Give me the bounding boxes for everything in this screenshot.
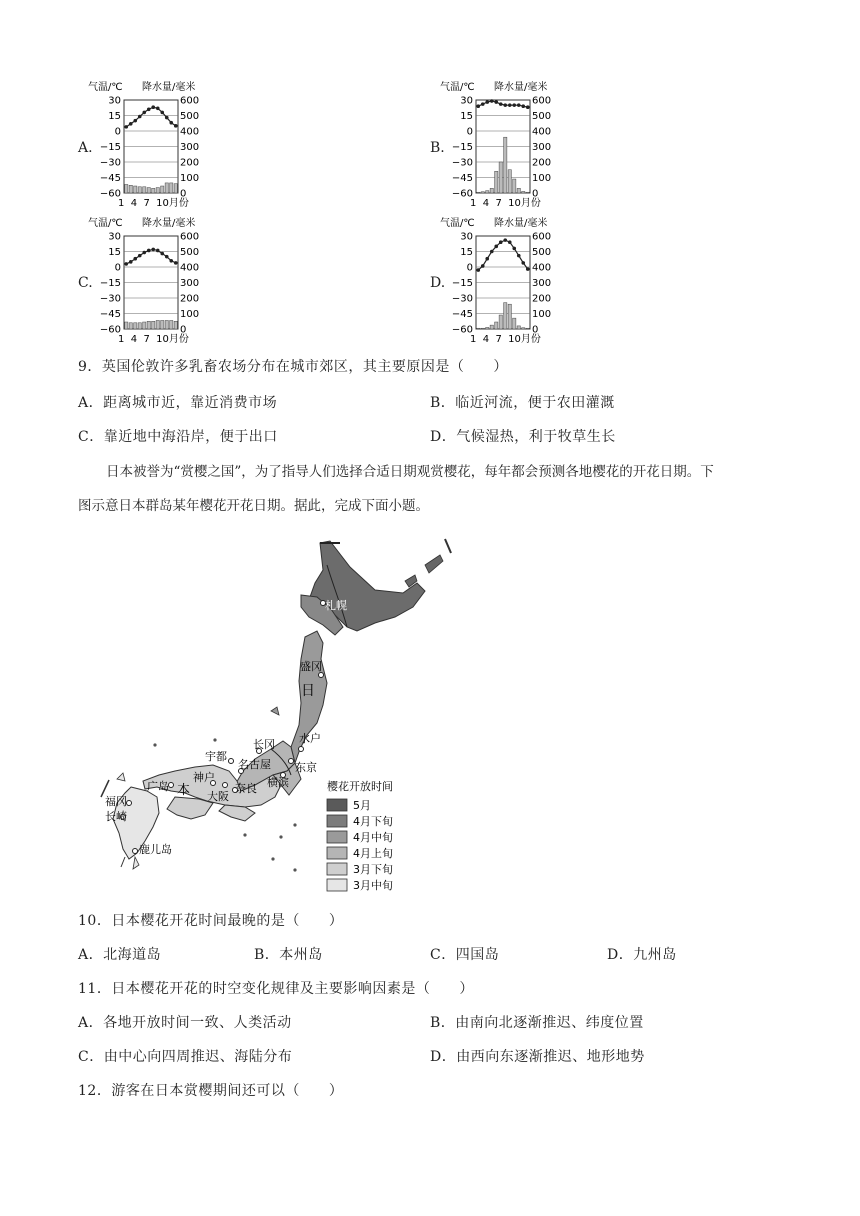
- temp-tick-label: 15: [108, 247, 121, 258]
- precip-tick-label: 0: [180, 324, 187, 336]
- q11-stem: 11．日本樱花开花的时空变化规律及主要影响因素是（ ）: [78, 981, 474, 997]
- temperature-point: [147, 249, 151, 253]
- temperature-point: [494, 100, 498, 104]
- city-nara: 奈良: [235, 782, 257, 795]
- temperature-point: [151, 248, 155, 252]
- city-osaka: 大阪: [207, 790, 229, 803]
- precip-bar: [481, 328, 484, 329]
- q12-stem: 12．游客在日本赏樱期间还可以（ ）: [78, 1083, 344, 1099]
- q10-option-b[interactable]: B．本州岛: [254, 947, 323, 963]
- city-fukuoka: 福冈: [105, 795, 127, 808]
- precip-bar: [147, 188, 150, 193]
- precip-tick-label: 400: [180, 126, 200, 138]
- precip-tick-label: 0: [532, 324, 539, 336]
- precip-bar: [125, 322, 128, 329]
- temperature-point: [133, 119, 137, 123]
- temp-tick-label: 30: [460, 231, 473, 243]
- temperature-point: [503, 238, 507, 242]
- city-ri: 日: [301, 683, 315, 699]
- q10-stem: 10．日本樱花开花时间最晚的是（ ）: [78, 913, 344, 929]
- temp-axis-label: 气温/℃: [88, 82, 123, 93]
- precip-bar: [486, 191, 489, 193]
- temp-tick-label: 30: [460, 95, 473, 107]
- temperature-point: [508, 240, 512, 244]
- precip-tick-label: 300: [532, 142, 552, 153]
- temperature-point: [494, 245, 498, 249]
- temperature-point: [526, 267, 530, 271]
- legend-swatch: [327, 815, 347, 827]
- precip-tick-label: 0: [532, 188, 539, 200]
- precip-bar: [125, 184, 128, 193]
- temperature-point: [490, 250, 494, 254]
- temperature-point: [174, 124, 178, 128]
- city-ben: 本: [177, 783, 191, 798]
- precip-bar: [495, 322, 498, 329]
- temp-tick-label: 0: [114, 126, 121, 138]
- precip-tick-label: 100: [532, 309, 552, 320]
- legend-label: 5月: [353, 799, 371, 812]
- precip-bar: [138, 323, 141, 329]
- temp-tick-label: 0: [466, 126, 473, 138]
- temperature-point: [138, 254, 142, 258]
- precip-tick-label: 100: [180, 309, 200, 320]
- temperature-point: [169, 121, 173, 125]
- precip-tick-label: 400: [532, 262, 552, 274]
- temperature-point: [133, 257, 137, 261]
- temperature-point: [165, 255, 169, 259]
- temperature-point: [512, 247, 516, 251]
- temperature-point: [147, 108, 151, 112]
- temp-tick-label: −15: [451, 278, 473, 289]
- temp-tick-label: −60: [451, 324, 473, 336]
- precip-bar: [147, 321, 150, 329]
- q10-option-d[interactable]: D．九州岛: [607, 947, 677, 963]
- city-utsunomiya: 宇都: [205, 750, 227, 763]
- temperature-point: [481, 102, 485, 106]
- temp-tick-label: −60: [99, 324, 121, 336]
- legend-label: 3月下旬: [353, 863, 393, 876]
- temp-tick-label: −45: [99, 173, 121, 184]
- temperature-point: [499, 102, 503, 106]
- temperature-point: [142, 251, 146, 255]
- temp-tick-label: −60: [451, 188, 473, 200]
- temperature-point: [476, 104, 480, 108]
- precip-tick-label: 100: [180, 173, 200, 184]
- precip-tick-label: 600: [180, 231, 200, 243]
- precip-bar: [156, 320, 159, 329]
- precip-axis-label: 降水量/毫米: [494, 82, 548, 93]
- legend-swatch: [327, 847, 347, 859]
- precip-bar: [161, 320, 164, 329]
- city-mito: 水户: [299, 732, 321, 745]
- legend-title: 樱花开放时间: [327, 780, 393, 793]
- temperature-point: [476, 268, 480, 272]
- temp-tick-label: −45: [451, 309, 473, 320]
- temperature-point: [499, 240, 503, 244]
- temperature-point: [124, 262, 128, 266]
- precip-bar: [526, 192, 529, 193]
- temp-tick-label: 15: [108, 111, 121, 122]
- precip-tick-label: 600: [532, 231, 552, 243]
- precip-tick-label: 500: [532, 111, 552, 122]
- temp-tick-label: 30: [108, 231, 121, 243]
- city-nagoya: 名古屋: [238, 758, 271, 771]
- precip-bar: [174, 184, 177, 193]
- temp-tick-label: −30: [451, 157, 473, 169]
- precip-bar: [517, 326, 520, 329]
- precip-bar: [161, 186, 164, 193]
- legend-swatch: [327, 799, 347, 811]
- q10-option-c[interactable]: C．四国岛: [430, 947, 500, 963]
- precip-bar: [152, 321, 155, 329]
- precip-bar: [143, 322, 146, 329]
- temperature-point: [138, 115, 142, 119]
- temperature-point: [165, 116, 169, 120]
- temp-tick-label: −15: [99, 278, 121, 289]
- city-morioka: 盛冈: [300, 660, 322, 673]
- option-a-letter: A.: [78, 140, 93, 156]
- q11-option-a[interactable]: A．各地开放时间一致、人类活动: [78, 1015, 292, 1031]
- option-d-letter: D.: [430, 275, 446, 291]
- temp-tick-label: 30: [108, 95, 121, 107]
- temperature-point: [174, 261, 178, 265]
- legend-label: 3月中旬: [353, 879, 393, 892]
- month-axis-label: 1 4 7 10月份: [118, 198, 189, 209]
- temp-tick-label: −30: [99, 157, 121, 169]
- precip-bar: [504, 137, 507, 193]
- temperature-point: [485, 100, 489, 104]
- temperature-point: [512, 103, 516, 107]
- legend-label: 4月下旬: [353, 815, 393, 828]
- temp-tick-label: −45: [451, 173, 473, 184]
- precip-bar: [134, 186, 137, 193]
- precip-tick-label: 400: [532, 126, 552, 138]
- temp-tick-label: 15: [460, 247, 473, 258]
- climate-chart-d: [440, 216, 590, 351]
- legend-swatch: [327, 831, 347, 843]
- precip-tick-label: 300: [180, 142, 200, 153]
- temperature-point: [142, 111, 146, 115]
- q11-option-d[interactable]: D．由西向东逐渐推迟、地形地势: [430, 1049, 645, 1065]
- temperature-point: [517, 254, 521, 258]
- precip-bar: [174, 321, 177, 329]
- temperature-point: [160, 252, 164, 256]
- city-tokyo: 东京: [295, 761, 317, 774]
- precip-bar: [152, 188, 155, 193]
- city-kobe: 神户: [193, 771, 215, 784]
- legend-label: 4月上旬: [353, 847, 393, 860]
- precip-tick-label: 200: [532, 157, 552, 169]
- option-b-letter: B.: [430, 140, 445, 156]
- precip-bar: [522, 328, 525, 329]
- precip-tick-label: 300: [180, 278, 200, 289]
- precip-bar: [170, 183, 173, 193]
- temp-tick-label: 0: [114, 262, 121, 274]
- hokkaido-island: [301, 539, 451, 635]
- temp-tick-label: −45: [99, 309, 121, 320]
- month-axis-label: 1 4 7 10月份: [470, 198, 541, 209]
- q11-option-c[interactable]: C．由中心向四周推迟、海陆分布: [78, 1049, 293, 1065]
- temperature-point: [481, 264, 485, 268]
- precip-bar: [504, 303, 507, 329]
- precip-bar: [526, 328, 529, 329]
- temp-tick-label: −15: [451, 142, 473, 153]
- precip-tick-label: 600: [180, 95, 200, 107]
- climate-chart-c: [88, 216, 238, 351]
- precip-bar: [477, 328, 480, 329]
- precip-bar: [517, 188, 520, 193]
- temperature-point: [503, 103, 507, 107]
- temperature-point: [521, 104, 525, 108]
- q9-option-a[interactable]: A．距离城市近，靠近消费市场: [78, 395, 278, 411]
- legend-swatch: [327, 879, 347, 891]
- temperature-point: [485, 257, 489, 261]
- temperature-point: [151, 105, 155, 109]
- temp-axis-label: 气温/℃: [440, 82, 475, 93]
- precip-tick-label: 200: [532, 293, 552, 305]
- temperature-point: [526, 105, 530, 109]
- legend-swatch: [327, 863, 347, 875]
- precip-tick-label: 0: [180, 188, 187, 200]
- precip-bar: [129, 323, 132, 329]
- precip-bar: [138, 187, 141, 193]
- temp-tick-label: −60: [99, 188, 121, 200]
- temperature-point: [129, 260, 133, 264]
- q11-option-b[interactable]: B．由南向北逐渐推迟、纬度位置: [430, 1015, 644, 1031]
- japan-sakura-map: [95, 535, 465, 895]
- precip-tick-label: 500: [532, 247, 552, 258]
- precip-axis-label: 降水量/毫米: [142, 218, 196, 229]
- precip-bar: [170, 320, 173, 329]
- month-axis-label: 1 4 7 10月份: [470, 334, 541, 345]
- precip-bar: [143, 187, 146, 193]
- option-c-letter: C.: [78, 275, 93, 291]
- map-legend: [327, 779, 393, 892]
- precip-axis-label: 降水量/毫米: [494, 218, 548, 229]
- precip-axis-label: 降水量/毫米: [142, 82, 196, 93]
- city-nagasaki: 长崎: [105, 810, 127, 823]
- passage-line-1: 日本被誉为“赏樱之国”，为了指导人们选择合适日期观赏樱花，每年都会预测各地樱花的开花日期。下: [106, 464, 714, 480]
- precip-bar: [513, 179, 516, 193]
- q9-stem: 9．英国伦敦许多乳畜农场分布在城市郊区，其主要原因是（ ）: [78, 359, 508, 375]
- temperature-point: [160, 111, 164, 115]
- city-yokohama: 横滨: [267, 776, 289, 789]
- temp-tick-label: −30: [99, 293, 121, 305]
- legend-label: 4月中旬: [353, 831, 393, 844]
- precip-tick-label: 400: [180, 262, 200, 274]
- passage-line-2: 图示意日本群岛某年樱花开花日期。据此，完成下面小题。: [78, 498, 429, 514]
- precip-bar: [490, 188, 493, 193]
- precip-bar: [513, 318, 516, 329]
- precip-bar: [522, 191, 525, 193]
- temperature-point: [490, 99, 494, 103]
- precip-bar: [165, 320, 168, 329]
- precip-tick-label: 500: [180, 111, 200, 122]
- temp-tick-label: −30: [451, 293, 473, 305]
- precip-bar: [508, 170, 511, 193]
- city-sapporo: 札幌: [325, 599, 347, 612]
- temperature-point: [124, 125, 128, 129]
- precip-tick-label: 100: [532, 173, 552, 184]
- q9-option-c[interactable]: C．靠近地中海沿岸，便于出口: [78, 429, 278, 445]
- precip-bar: [490, 325, 493, 329]
- temperature-point: [156, 106, 160, 110]
- city-kagoshima: 鹿儿岛: [139, 843, 172, 856]
- temperature-point: [508, 103, 512, 107]
- precip-tick-label: 600: [532, 95, 552, 107]
- precip-bar: [499, 162, 502, 193]
- q9-option-d[interactable]: D．气候湿热，利于牧草生长: [430, 429, 616, 445]
- temperature-point: [521, 261, 525, 265]
- precip-bar: [481, 192, 484, 193]
- precip-tick-label: 300: [532, 278, 552, 289]
- precip-bar: [486, 327, 489, 329]
- precip-bar: [477, 192, 480, 193]
- month-axis-label: 1 4 7 10月份: [118, 334, 189, 345]
- temp-axis-label: 气温/℃: [88, 218, 123, 229]
- precip-tick-label: 200: [180, 293, 200, 305]
- temp-tick-label: 0: [466, 262, 473, 274]
- precip-bar: [508, 304, 511, 329]
- climate-chart-a: [88, 80, 238, 215]
- precip-bar: [495, 171, 498, 193]
- precip-tick-label: 500: [180, 247, 200, 258]
- precip-bar: [134, 323, 137, 329]
- temp-tick-label: 15: [460, 111, 473, 122]
- climate-chart-b: [440, 80, 590, 215]
- precip-bar: [499, 315, 502, 329]
- temp-axis-label: 气温/℃: [440, 218, 475, 229]
- precip-bar: [165, 183, 168, 193]
- temperature-point: [156, 249, 160, 253]
- city-nagano: 长冈: [253, 738, 275, 751]
- precip-bar: [129, 185, 132, 193]
- temp-tick-label: −15: [99, 142, 121, 153]
- temperature-point: [129, 122, 133, 126]
- temperature-point: [517, 103, 521, 107]
- q10-option-a[interactable]: A．北海道岛: [78, 947, 162, 963]
- temperature-point: [169, 259, 173, 263]
- precip-tick-label: 200: [180, 157, 200, 169]
- precip-bar: [156, 188, 159, 193]
- q9-option-b[interactable]: B．临近河流，便于农田灌溉: [430, 395, 615, 411]
- city-hiroshima: 广岛: [147, 780, 169, 793]
